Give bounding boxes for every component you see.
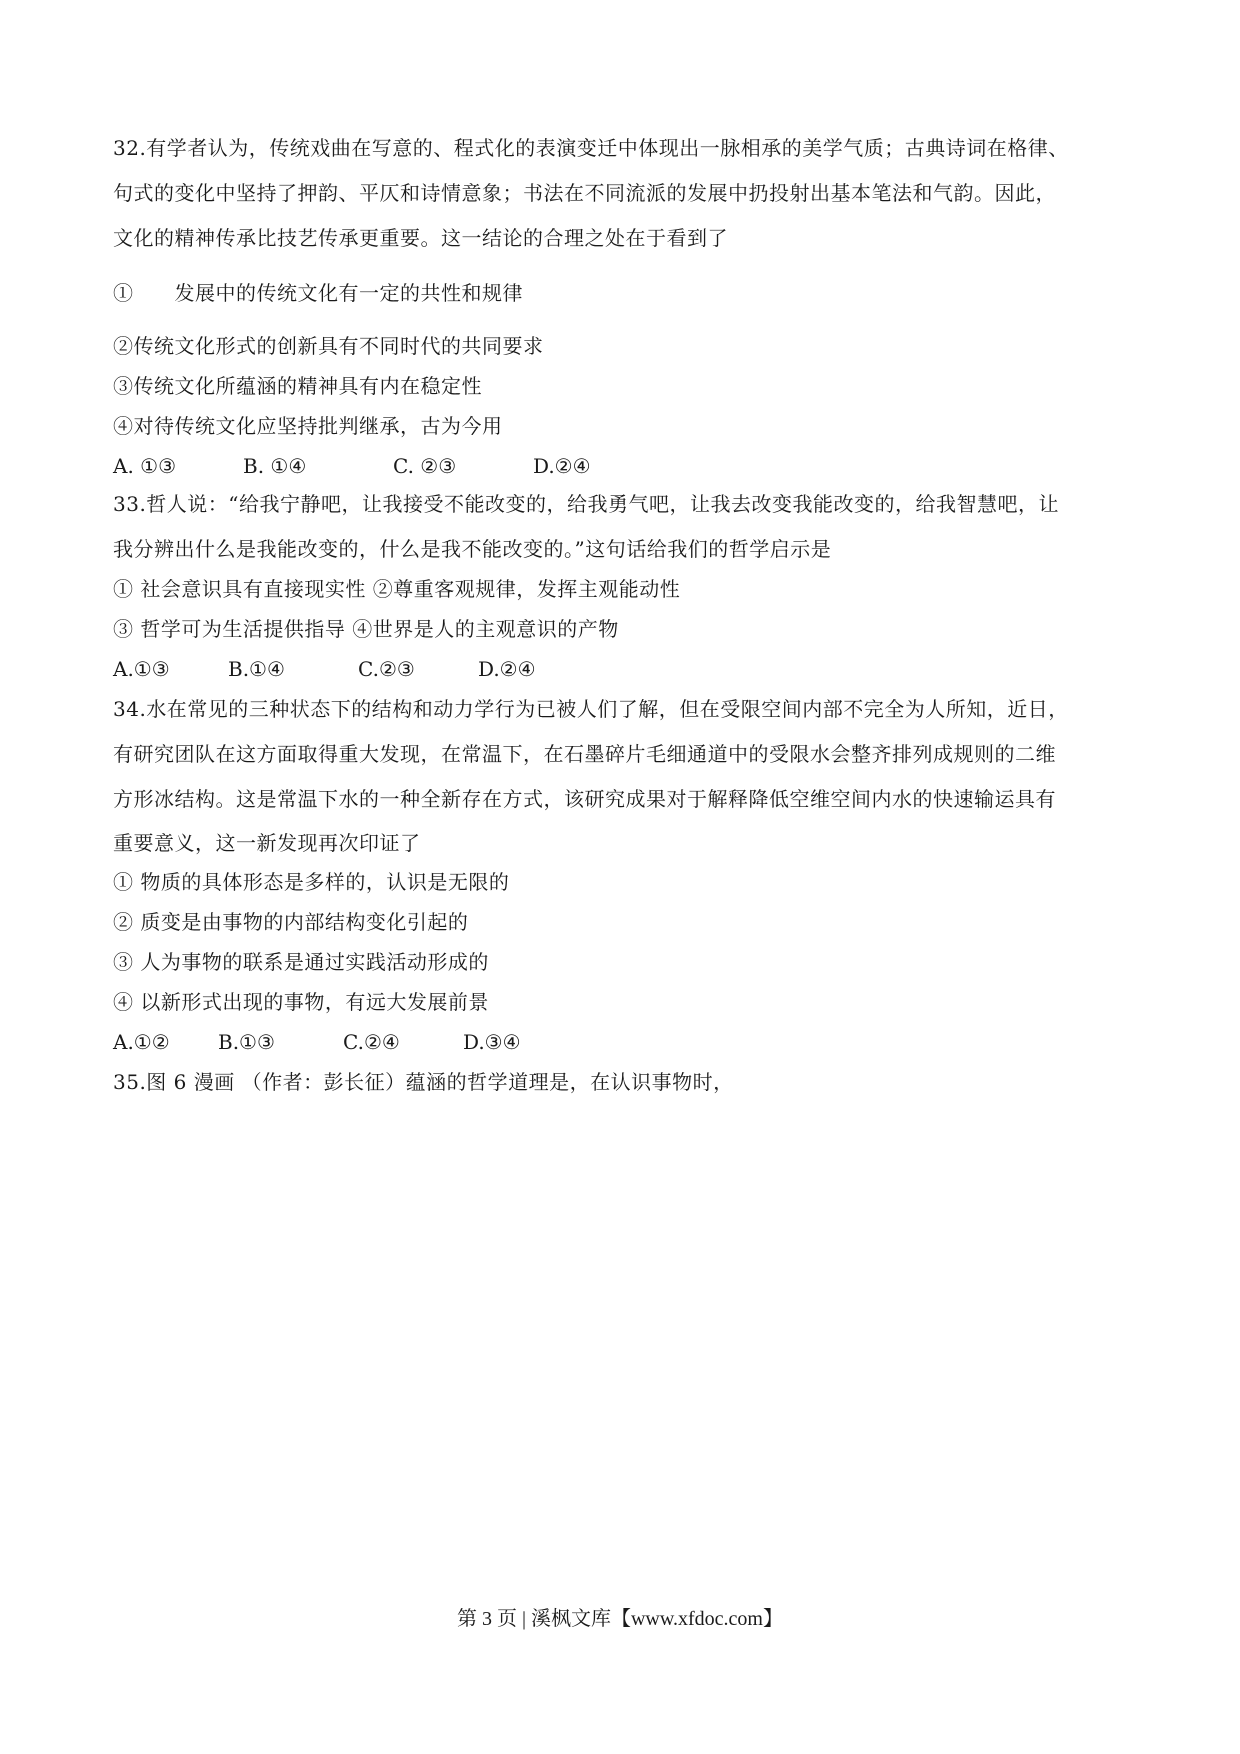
- q34-line-2: 有研究团队在这方面取得重大发现，在常温下，在石墨碎片毛细通道中的受限水会整齐排列成规则的二维: [113, 742, 1056, 766]
- q33-option-d: D.②④: [478, 657, 536, 681]
- q32-option-b: B. ①④: [243, 454, 307, 478]
- q33-option-b: B.①④: [228, 657, 285, 681]
- q34-option-b: B.①③: [218, 1030, 275, 1054]
- q34-line-3: 方形冰结构。这是常温下水的一种全新存在方式，该研究成果对于解释降低空维空间内水的快速输运具有: [113, 787, 1056, 811]
- q34-line-4: 重要意义，这一新发现再次印证了: [113, 831, 421, 855]
- q34-item-3: ③ 人为事物的联系是通过实践活动形成的: [113, 950, 489, 974]
- q32-option-d: D.②④: [533, 454, 591, 478]
- q33-item-row-1: ① 社会意识具有直接现实性 ②尊重客观规律，发挥主观能动性: [113, 577, 681, 601]
- q34-option-c: C.②④: [343, 1030, 400, 1054]
- q33-line-1: 33.哲人说：“给我宁静吧，让我接受不能改变的，给我勇气吧，让我去改变我能改变的，给我智慧吧，让: [113, 492, 1060, 516]
- q35-line-1: 35.图 6 漫画 （作者：彭长征）蕴涵的哲学道理是，在认识事物时，: [113, 1070, 734, 1094]
- q32-item-4: ④对待传统文化应坚持批判继承，古为今用: [113, 414, 503, 438]
- q32-option-c: C. ②③: [393, 454, 457, 478]
- q34-option-d: D.③④: [463, 1030, 521, 1054]
- q34-line-1: 34.水在常见的三种状态下的结构和动力学行为已被人们了解，但在受限空间内部不完全为人所知，近日，: [113, 697, 1069, 721]
- q32-item-2: ②传统文化形式的创新具有不同时代的共同要求: [113, 334, 544, 358]
- q32-line-1: 32.有学者认为，传统戏曲在写意的、程式化的表演变迁中体现出一脉相承的美学气质；古典诗词在格律、: [113, 136, 1069, 160]
- q32-option-a: A. ①③: [113, 454, 177, 478]
- page-footer: 第 3 页 | 溪枫文库【www.xfdoc.com】: [456, 1608, 783, 1630]
- q34-item-4: ④ 以新形式出现的事物，有远大发展前景: [113, 990, 489, 1014]
- q34-option-a: A.①②: [113, 1030, 170, 1054]
- q32-item-1: ① 发展中的传统文化有一定的共性和规律: [113, 281, 523, 305]
- q33-line-2: 我分辨出什么是我能改变的，什么是我不能改变的。”这句话给我们的哲学启示是: [113, 537, 832, 561]
- q33-option-a: A.①③: [113, 657, 170, 681]
- q33-option-c: C.②③: [358, 657, 415, 681]
- q34-item-2: ② 质变是由事物的内部结构变化引起的: [113, 910, 469, 934]
- q33-item-row-2: ③ 哲学可为生活提供指导 ④世界是人的主观意识的产物: [113, 617, 619, 641]
- q34-item-1: ① 物质的具体形态是多样的，认识是无限的: [113, 870, 510, 894]
- q32-line-2: 句式的变化中坚持了押韵、平仄和诗情意象；书法在不同流派的发展中扔投射出基本笔法和气韵。因此，: [113, 181, 1056, 205]
- q32-item-3: ③传统文化所蕴涵的精神具有内在稳定性: [113, 374, 482, 398]
- q32-line-3: 文化的精神传承比技艺传承更重要。这一结论的合理之处在于看到了: [113, 226, 728, 250]
